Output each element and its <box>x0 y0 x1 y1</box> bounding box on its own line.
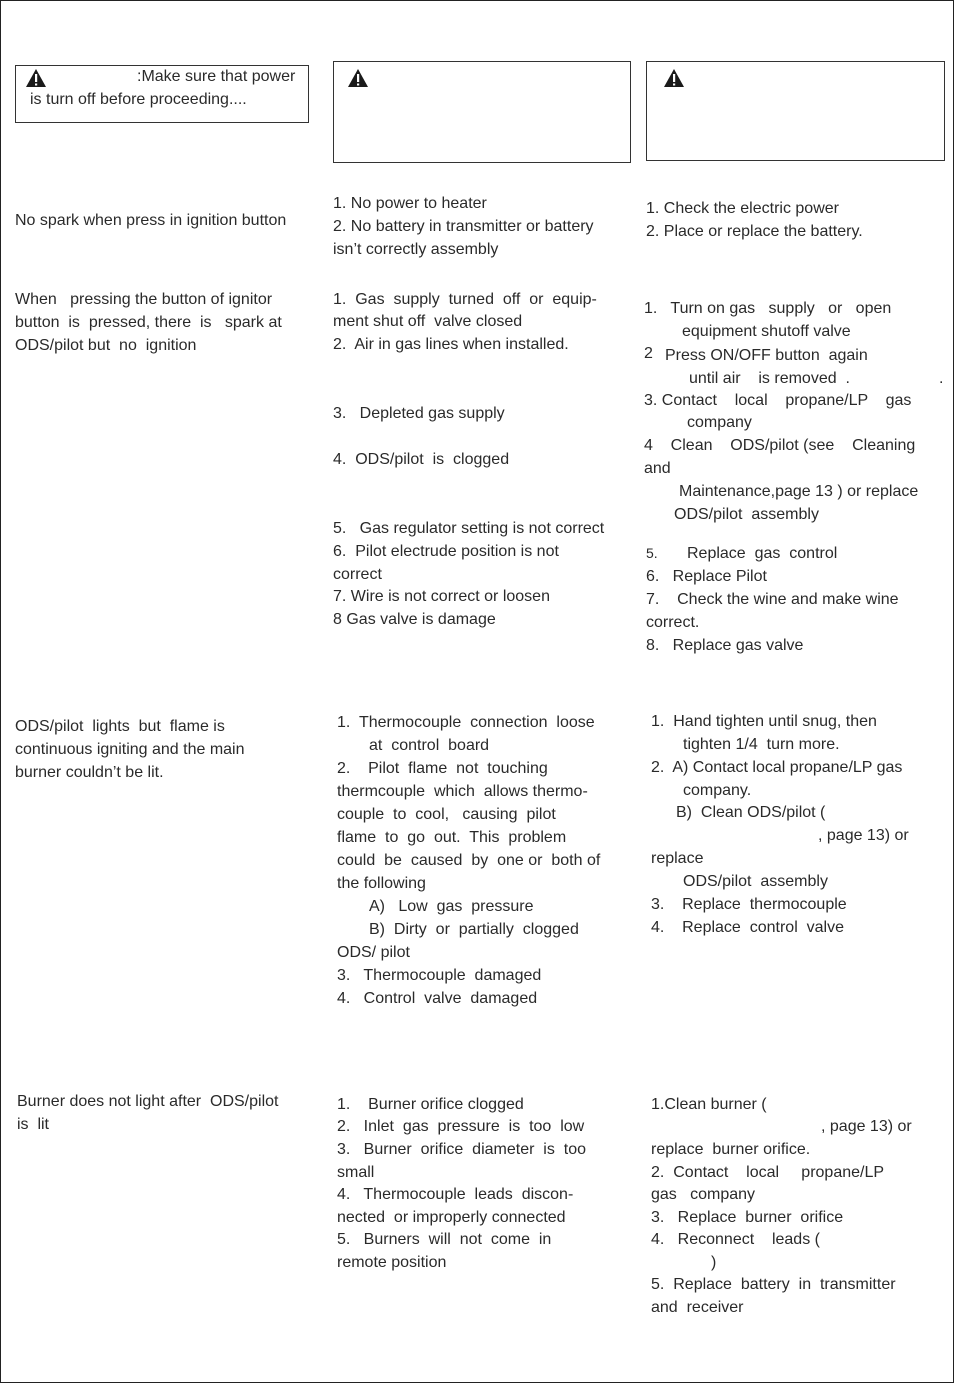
remedy-text: 1. Turn on gas supply or open <box>644 300 892 317</box>
cause-text: 7. Wire is not correct or loosen <box>333 588 550 605</box>
problem-text: button is pressed, there is spark at <box>15 314 282 331</box>
cause-text: 2. Inlet gas pressure is too low <box>337 1118 585 1135</box>
cause-text: ODS/ pilot <box>337 944 410 961</box>
warning-icon <box>663 68 685 88</box>
remedy-text: ODS/pilot assembly <box>674 506 819 523</box>
cause-text: 5. Burners will not come in <box>337 1231 552 1248</box>
cause-text: 1. Thermocouple connection loose <box>337 714 595 731</box>
problem-text: continuous igniting and the main <box>15 741 245 758</box>
warning-left-line1: :Make sure that power <box>137 68 296 85</box>
cause-text: 4. Control valve damaged <box>337 990 538 1007</box>
problem-text: When pressing the button of ignitor <box>15 291 273 308</box>
remedy-text: 3. Replace thermocouple <box>651 896 847 913</box>
cause-text: 2. Air in gas lines when installed. <box>333 336 569 353</box>
remedy-text: 1. Check the electric power <box>646 200 839 217</box>
remedy-text: 4. Reconnect leads ( <box>651 1231 820 1248</box>
cause-text: 1. No power to heater <box>333 195 487 212</box>
cause-text: 3. Thermocouple damaged <box>337 967 542 984</box>
cause-text: thermcouple which allows thermo- <box>337 783 588 800</box>
cause-text: A) Low gas pressure <box>369 898 534 915</box>
cause-text: the following <box>337 875 426 892</box>
remedy-text: 4 Clean ODS/pilot (see Cleaning <box>644 437 916 454</box>
cause-text: could be caused by one or both of <box>337 852 601 869</box>
cause-text: flame to go out. This problem <box>337 829 567 846</box>
cause-text: 3. Burner orifice diameter is too <box>337 1141 586 1158</box>
problem-text: Burner does not light after ODS/pilot <box>17 1093 279 1110</box>
remedy-text: B) Clean ODS/pilot ( <box>676 804 826 821</box>
remedy-text: tighten 1/4 turn more. <box>683 736 840 753</box>
remedy-text: equipment shutoff valve <box>682 323 851 340</box>
remedy-text: , page 13) or <box>818 827 909 844</box>
cause-text: remote position <box>337 1254 447 1271</box>
remedy-text: until air is removed . <box>689 370 850 387</box>
cause-text: 1. Gas supply turned off or equip- <box>333 291 597 308</box>
remedy-text: 3. Contact local propane/LP gas <box>644 392 912 409</box>
remedy-text: Replace gas control <box>687 545 838 562</box>
remedy-text: Maintenance,page 13 ) or replace <box>679 483 919 500</box>
warning-icon <box>347 68 369 88</box>
remedy-text: 2 <box>644 345 653 362</box>
remedy-text: replace <box>651 850 704 867</box>
remedy-text: 4. Replace control valve <box>651 919 844 936</box>
cause-text: B) Dirty or partially clogged <box>369 921 579 938</box>
remedy-text: 1.Clean burner ( <box>651 1096 767 1113</box>
warning-box-right <box>646 61 945 161</box>
cause-text: 4. ODS/pilot is clogged <box>333 451 510 468</box>
remedy-text: 6. Replace Pilot <box>646 568 767 585</box>
remedy-text: company <box>687 414 752 431</box>
cause-text: 6. Pilot electrude position is not <box>333 543 559 560</box>
remedy-text: gas company <box>651 1186 756 1203</box>
cause-text: 5. Gas regulator setting is not correct <box>333 520 605 537</box>
cause-text: 8 Gas valve is damage <box>333 611 496 628</box>
cause-text: small <box>337 1164 375 1181</box>
cause-text: nected or improperly connected <box>337 1209 566 1226</box>
remedy-text: 1. Hand tighten until snug, then <box>651 713 877 730</box>
remedy-text: 2. A) Contact local propane/LP gas <box>651 759 903 776</box>
cause-text: at control board <box>369 737 490 754</box>
remedy-text: and <box>644 460 671 477</box>
cause-text: isn’t correctly assembly <box>333 241 499 258</box>
remedy-text: company. <box>683 782 752 799</box>
cause-text: 1. Burner orifice clogged <box>337 1096 524 1113</box>
remedy-text: and receiver <box>651 1299 744 1316</box>
remedy-text: correct. <box>646 614 700 631</box>
remedy-text: 7. Check the wine and make wine <box>646 591 899 608</box>
remedy-text: 2. Contact local propane/LP <box>651 1164 885 1181</box>
problem-text: ODS/pilot but no ignition <box>15 337 197 354</box>
cause-text: 3. Depleted gas supply <box>333 405 505 422</box>
cause-text: couple to cool, causing pilot <box>337 806 556 823</box>
remedy-text: . <box>939 370 944 387</box>
remedy-text: 5. <box>646 545 658 561</box>
warning-left-line2: is turn off before proceeding.... <box>30 91 247 108</box>
remedy-text: 8. Replace gas valve <box>646 637 804 654</box>
problem-text: is lit <box>17 1116 49 1133</box>
cause-text: 2. Pilot flame not touching <box>337 760 548 777</box>
cause-text: ment shut off valve closed <box>333 313 523 330</box>
remedy-text: ODS/pilot assembly <box>683 873 828 890</box>
cause-text: correct <box>333 566 382 583</box>
cause-text: 4. Thermocouple leads discon- <box>337 1186 574 1203</box>
remedy-text: Press ON/OFF button again <box>665 347 868 364</box>
problem-text: ODS/pilot lights but flame is <box>15 718 225 735</box>
remedy-text: , page 13) or <box>821 1118 912 1135</box>
problem-text: No spark when press in ignition button <box>15 212 287 229</box>
warning-icon <box>25 68 47 88</box>
cause-text: 2. No battery in transmitter or battery <box>333 218 594 235</box>
remedy-text: ) <box>711 1254 717 1271</box>
remedy-text: 3. Replace burner orifice <box>651 1209 844 1226</box>
remedy-text: 5. Replace battery in transmitter <box>651 1276 896 1293</box>
remedy-text: 2. Place or replace the battery. <box>646 223 863 240</box>
warning-box-middle <box>333 61 631 163</box>
remedy-text: replace burner orifice. <box>651 1141 811 1158</box>
problem-text: burner couldn’t be lit. <box>15 764 164 781</box>
